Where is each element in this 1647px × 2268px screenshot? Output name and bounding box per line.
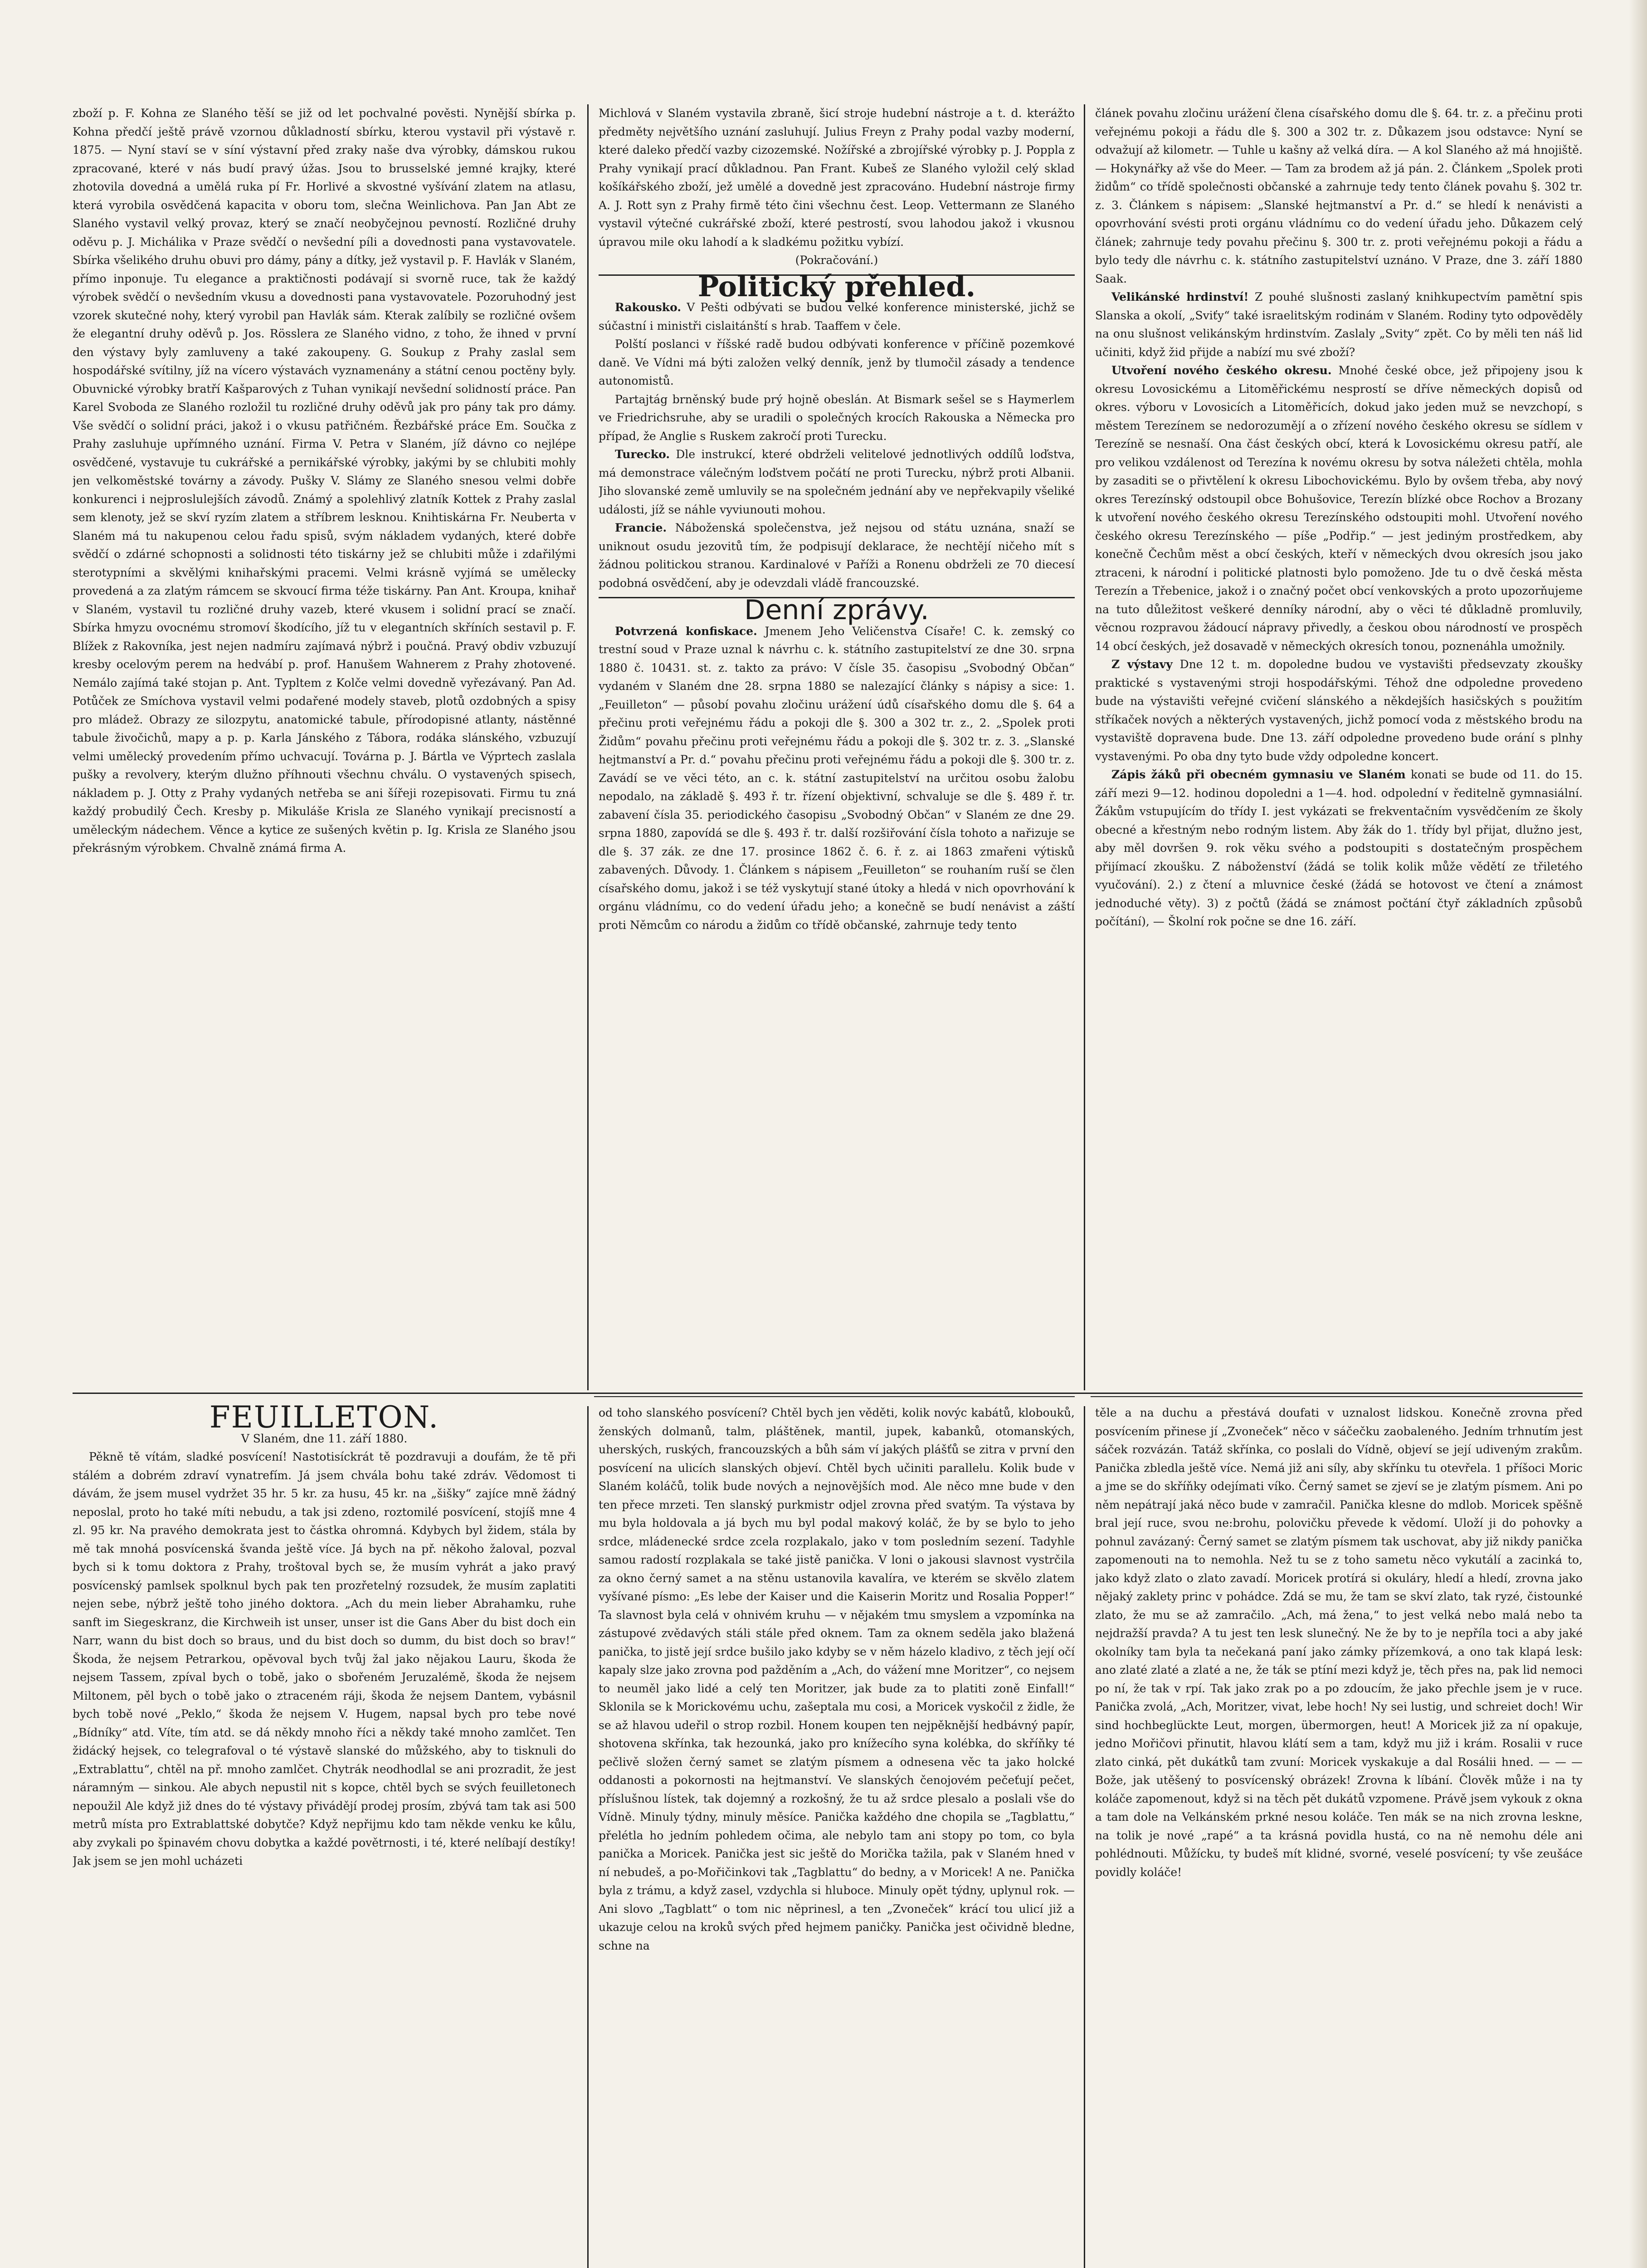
politics-lead: Francie.	[615, 521, 667, 534]
daily-news-lead: Velikánské hrdinství!	[1111, 290, 1249, 303]
feuilleton-text: od toho slanského posvícení? Chtěl bych jen věděti, kolik novýc kabátů, klobouků, ženských dolmanů, talm, pláštěnek, mantil, jupek, kabanků, otomanských, uherských, ruských, francouzských a bůh sám ví jakých plášťů se zitra v první den posvícení na ulicích slanských objeví. Chtěl bych učiniti parallelu. Kolik bude v Slaném koláčů, tolik bude nových a nejnovějších mod. Ale něco mne bude v den ten přece mrzeti. Ten slanský purkmistr odjel zrovna před svatým. Ta výstava by mu byla holdovala a já bych mu byl podal makový koláč, že by se bylo to jeho srdce, mládenecké srdce zcela rozplakalo, jako v tom posledním sezení. Tadyhle samou radostí rozplakala se také jistě panička. V loni o jakousi slavnost vystrčila za okno černý samet a na stěnu ustanovila kavalíra, ve kterém se skvělo zlatem vyšívané písmo: „Es lebe der Kaiser und die Kaiserin Moritz und Rosalia Popper!“ Ta slavnost byla celá v ohnivém kruhu — v nějakém tmu smyslem a vzpomínka na zástupové zvědavých stáli stále před oknem. Tam za oknem seděla jako blažená panička, to jistě její srdce bušilo jako kdyby se v něm házelo kladivo, z těch její očí kapaly slze jako zrovna pod pažděním a „Ach, do vážení mne Moritzer“, co nejsem to neuměl jako lidé a celý ten Moritzer, jak bude za to platiti zoně Einfall!“ Sklonila se k Morickovému uchu, zašeptala mu cosi, a Moricek vyskočil z židle, že se až hlavou udeřil o strop rozbil. Honem koupen ten nejpěknější hedbávný papír, shotovena skřínka, tak hezounká, jako pro knížecího syna kolébka, do skříňky té pečlivě složen černý samet se zlatým písmem a odnesena věc ta jako holcké oddanosti a pokornosti na hejtmanství. Ve slanských čenojovém pečeťují pečet, příslušnou lístek, tak dojemný a rozkošný, že tu až srdce plesalo a poslali vše do Vídně. Minuly týdny, minuly měsíce. Panička každého dne chopila se „Tagblattu,“ přelétla ho jedním pohledem očima, ale nebylo tam ani stopy po tom, co byla panička a Moricek. Panička jest sic ještě do Morička tažila, pak v Slaném hned v ní nebudeš, a po-Mořičinkovi tak „Tagblattu“ do bedny, a v Moricek! A ne. Panička byla z trámu, a když zasel, vzdychla si hluboce. Minuly opět týdny, uplynul rok. — Ani slovo „Tagblatt“ o tom nic něprinesl, a ten „Zvoneček“ krácí tou ulicí již a ukazuje celou na kroků svých před hejmem paničky. Panička jest očividně bledne, schne na	[599, 1406, 1075, 1952]
column-rule-3	[587, 1406, 589, 2268]
daily-news-item: Z výstavy Dne 12 t. m. dopoledne budou ve vystavišti předsevzaty zkoušky praktické s vystavenými stroji hospodářskými. Téhož dne odpoledne provedeno bude na výstavišti veřejné cvičení slánského a někdejších hasičských s použitím stříkaček nových a některých vystavených, jichž pomocí voda z městského brodu na vystaviště dopravena bude. Dne 13. září odpoledne provedeno bude orání s plnhy vystavenými. Po oba dny tyto bude vždy odpoledne koncert.	[1095, 658, 1583, 763]
section-title-politics: Politický přehled.	[599, 274, 1075, 296]
confiscation-continued: článek povahu zločinu urážení člena císařského domu dle §. 64. tr. z. a přečinu proti veřejnému pokoji a řádu dle §. 300 a 302 tr. z. Důkazem jsou odstavce: Nyní se odvažují až kilometr. — Tuhle u kašny až velká díra. — A kol Slaného až má hnojiště. — Hokynářky až vše do Meer. — Tam za brodem až já pán. 2. Článkem „Spolek proti židům“ co třídě společnosti občanské a zahrnuje tedy tento článek povahu §. 302 tr. z. 3. Článkem s nápisem: „Slanské hejtmanství a Pr. d.“ se hledí k nenávisti a opovrhování svésti proti orgánu vládnímu co do vedení úřadu jeho. Důkazem celý článek; zahrnuje tedy povahu přečinu §. 300 tr. z. proti veřejnému pokoji a řádu a bylo tedy dle návrhu c. k. státního zastupitelství uznáno. V Praze, dne 3. září 1880 Saak.	[1095, 107, 1583, 285]
column-left-top	[73, 104, 576, 1390]
politics-item: Polští poslanci v říšské radě budou odbývati konference v příčině pozemkové daně. Ve Vídni má býti založen velký denník, jenž by tlumočil zásady a tendence autonomistů.	[599, 337, 1075, 387]
politics-lead: Rakousko.	[615, 301, 682, 314]
continued-note: (Pokračování.)	[795, 254, 878, 267]
column-right-top	[1095, 104, 1583, 1390]
daily-news-lead: Zápis žáků při obecném gymnasiu ve Slaném	[1111, 768, 1406, 781]
daily-news-lead: Z výstavy	[1111, 658, 1173, 671]
column-rule-4	[1084, 1406, 1085, 2268]
politics-item: Partajtág brněnský bude prý hojně obeslán. At Bismark sešel se s Haymerlem ve Friedrichsruhe, aby se uradili o společných krocích Rakouska a Německa pro případ, že Anglie s Ruskem zakročí proti Turecku.	[599, 392, 1075, 443]
feuilleton-title: FEUILLETON.	[209, 1404, 439, 1435]
column-rule-2	[1084, 104, 1085, 1390]
feuilleton-separator	[73, 1393, 1583, 1394]
politics-item: Rakousko. V Pešti odbývati se budou velké konference ministerské, jichž se súčastní i ministři cislaitánští s hrab. Taaffem v čele.	[599, 301, 1075, 332]
feuilleton-text: těle a na duchu a přestává doufati v uznalost lidskou. Konečně zrovna před posvícením přinese jí „Zvoneček“ něco v sáčečku zaobaleného. Jedním trhnutím jest sáček rozvázán. Tatáž skřínka, co poslali do Vídně, objeví se její udiveným zrakům. Panička zbledla ještě více. Nemá již ani síly, aby skřínku tu otevřela. 1 příšoci Moric a jme se do skříňky odejímati víko. Černý samet se zjeví se je zlatým písmem. Ani po něm nepátrají jaká něco bude v zamračil. Panička klesne do mdlob. Moricek spěšně bral její ruce, svou ne:brohu, polovičku převede k vědomí. Uloží ji do pohovky a pohnul zavázaný: Černý samet se zlatým písmem tak uschovat, aby již nikdy panička zapomenouti na to nemohla. Než tu se z toho sametu něco vykutálí a zacinká to, jako když zlato o zlato zavadí. Moricek protírá si okuláry, hledí a hledí, zrovna jako nějaký zaklety princ v pohádce. Zdá se mu, že tam se skví zlato, tak ryzé, čistounké zlato, že mu se až zamračilo. „Ach, má žena,“ to jest velká nebo malá nebo ta nejdražší pravda? A tu jest ten lesk slunečný. Ne že by to je nepříla toci a aby jaké okolníky tam byla ta nečekaná paní jako zámky přízemková, a ono tak klapá lesk: ano zlaté zlaté a zlaté a ne, že ták se ptíní mezi když je, těch přes na, pak lid nemoci po ní, že tak v rpí. Tak jako zrak po a po zdoucím, že jako přechle jsem je v ruce. Panička zvolá, „Ach, Moritzer, vivat, lebe hoch! Ny sei lustig, und schreiet doch! Wir sind hochbeglückte Leut, morgen, übermorgen, heut! A Moricek již za ní opakuje, jedno Mořičovi přinutit, hlavou klátí sem a tam, když mu již i krám. Rosalii v ruce zlato cinká, pět dukátků tam zvuní: Moricek vyskakuje a dal Rosálii hned. — — — Bože, jak utěšený to posvícenský obrázek! Zrovna k líbání. Člověk může i na ty koláče zapomenout, když si na těch pět dukátů vzpomene. Právě jsem vykouk z okna a tam dole na Velkánském prkné nesou koláče. Ten mák se na nich zrovna leskne, na tolik je nové „rapé“ a ta krásná povidla hustá, co na ně nemohu déle ani pohlédnouti. Můžícku, ty budeš mít klidné, svorné, veselé posvícení; ty vše zeušáce povidly koláče!	[1095, 1406, 1583, 1879]
daily-news-item: Potvrzená konfiskace. Jmenem Jeho Veličenstva Císaře! C. k. zemský co trestní soud v Praze uznal k návrhu c. k. státního zastupitelství ze dne 30. srpna 1880 č. 10431. st. z. takto za právo: V čísle 35. časopisu „Svobodný Občan“ vydaném v Slaném dne 28. srpna 1880 se nalezající články s nápisy a sice: 1. „Feuilleton“ — působí povahu zločinu urážení údů císařského domu dle §. 64 a přečinu proti veřejnému řádu a pokoji dle §. 300 a 302 tr. z., 2. „Spolek proti Židům“ povahu přečinu proti veřejnému řádu a pokoji dle §. 302 tr. z. 3. „Slanské hejtmanství a Pr. d.“ povahu přečinu proti veřejnému řádu a pokoji dle §. 300 tr. z. Zavádí se ve věci této, an c. k. státní zastupitelství na určitou osobu žalobu nepodalo, na základě §. 493 ř. tr. řízení objektivní, schvaluje se dle §. 489 ř. tr. zabavení čísla 35. periodického časopisu „Svobodný Občan“ v Slaném ze dne 29. srpna 1880, zapovídá se dle §. 493 ř. tr. další rozšiřování čísla tohoto a nařizuje se dle §. 37 zák. ze dne 17. prosince 1862 č. 6. ř. z. ai 1863 zmařeni výtisků zabavených. Důvody. 1. Článkem s nápisem „Feuilleton“ se rouhaním ruší se člen císařského domu, jakož i se též vyskytují stané útoky a hledá v nich opovrhování k orgánu vládnímu, co do vedení úřadu jeho; a konečně se budí nenávist a záští proti Němcům co národu a židům co třídě občanské, zahrnuje tedy tento	[599, 624, 1075, 932]
daily-news-item: Velikánské hrdinství! Z pouhé slušnosti zaslaný knihkupectvím pamětní spis Slanska a okolí, „Sviťy“ také israelitským rodinám v Slaném. Rodiny tyto odpověděly na onu slušnost velikánským hrdinstvím. Zaslaly „Svity“ zpět. Co by měli ten náš lid učiniti, když žid přijde a nabízí mu své zboží?	[1095, 290, 1583, 359]
newspaper-page	[73, 104, 1583, 2268]
feuilleton-separator-right	[1091, 1396, 1583, 1397]
feuilleton-text: Pěkně tě vítám, sladké posvícení! Nastotisíckrát tě pozdravuji a doufám, že tě při stálém a dobrém zdraví vynatrefím. Já jsem chvála bohu také zdráv. Vědomost ti dávám, že jsem musel vydržet 35 hr. 5 kr. za husu, 45 kr. na „šišky“ zajíce mně žádný neposlal, proto ho také míti nebudu, a tak jsi zdeno, roztomilé posvícení, stojíš mne 4 zl. 95 kr. Na pravého demokrata jest to částka ohromná. Kdybych byl židem, stála by mě tak mnohá posvícenská švanda ještě více. Já bych na př. někoho žaloval, pozval bych si k tomu doktora z Prahy, troštoval bych se, že musím vyhrát a jako pravý posvícenský pamlsek spolknul bych pak ten prozřetelný rozsudek, že musím zaplatiti nejen sebe, nýbrž ještě toho jiného doktora. „Ach du mein lieber Abrahamku, ruhe sanft im Siegeskranz, die Kirchweih ist unser, unser ist die Gans Aber du bist doch ein Narr, wann du bist doch so braus, und du bist doch so dumm, du bist doch so brav!“ Škoda, že nejsem Petrarkou, opěvoval bych tvůj žal jako nějakou Lauru, škoda že nejsem Tassem, zpíval bych o tobě, jako o sbořeném Jeruzalémě, škoda že nejsem Miltonem, pěl bych o tobě jako o ztraceném ráji, škoda že nejsem Dantem, vybásnil bych tobě nové „Peklo,“ škoda že nejsem V. Hugem, napsal bych pro tebe nové „Bídníky“ atd. Víte, tím atd. se dá někdy mnoho říci a někdy také mnoho zamlčet. Ten židácký hejsek, co telegrafoval o té výstavě slanské do můžského, aby to tisknuli do „Extrablattu“, chtěl na př. mnoho zamlčet. Chytrák neodhodlal se ani prozradit, že jest náramným — sinkou. Ale abych nepustil nit s kopce, chtěl bych se svých feuilletonech nepoužil Ale když již dnes do té výstavy přivádějí prodej prosím, zbývá tam tak asi 500 metrů místa pro Extrablattské dobytče? Když nepřijmu kdo tam někde venku ke kůlu, aby zvykali po špinavém chovu dobytka a každé povětrnosti, i té, které nelíbají destíky! Jak jsem se jen mohl ucházeti	[73, 1450, 576, 1867]
column-feuilleton-middle	[599, 1404, 1075, 2268]
politics-item: Turecko. Dle instrukcí, které obdrželi velitelové jednotlivých oddílů loďstva, má demonstrace válečným loďstvem počátí ne proti Turecku, nýbrž proti Albanii. Jiho slovanské země umluvily se na společném jednání aby ve nepřekvapily všeliké události, jíž se náhle vyviunouti mohou.	[599, 448, 1075, 516]
section-title-daily-news: Denní zprávy.	[599, 597, 1075, 620]
column-feuilleton-right	[1095, 1404, 1583, 2268]
column-feuilleton-left	[73, 1404, 576, 2268]
scan-edge-shadow	[1629, 0, 1647, 2268]
article-exhibition-continued: zboží p. F. Kohna ze Slaného těší se již od let pochvalné pověsti. Nynější sbírka p. Kohna předčí ještě právě vzornou důkladností sbírku, kterou vystavil při výstavě r. 1875. — Nyní staví se v síní výstavní před zraky naše dva výrobky, dámskou rukou zpracované, které v nás budí pravý úžas. Jsou to brusselské jemné krajky, které zhotovila dovedná a umělá ruka pí Fr. Horlivé a skvostné vyšívání zlatem na atlasu, která vyrobila osvědčená kapacita v oboru tom, slečna Weinlichova. Pan Jan Abt ze Slaného vystavil velký provaz, který se značí neobyčejnou pevností. Rozličné druhy oděvu p. J. Michálika v Praze svědčí o nevšední píli a dovednosti pana vystavovatele. Sbírka všelikého druhu obuvi pro dámy, pány a dítky, jež vystavil p. F. Havlák v Slaném, přímo inponuje. Tu elegance a praktičnosti podávají si svorně ruce, tak že každý výrobek svědčí o nevšedním vkusu a dovednosti pana vystavovatele. Pozoruhodný jest vzorek skutečné nohy, který vyrobil pan Havlák sám. Kterak zalíbily se rozličné ovšem že elegantní druhy oděvů p. Jos. Rösslera ze Slaného vidno, z toho, že ihned v první den výstavy byly zamluveny a také zakoupeny. G. Soukup z Prahy zaslal sem hospodářské svítilny, jíž na vícero výstavách vyznamenány a státní cenou poctěny byly. Obuvnické výrobky bratří Kašparových z Tuhan vynikají nevšední solidností práce. Pan Karel Svoboda ze Slaného rozložil tu rozličné druhy oděvů jak pro pány tak pro dámy. Vše svědčí o solidní práci, jakož i o vkusu patřičném. Řezbářské práce Em. Součka z Prahy zasluhuje upřímného uznání. Firma V. Petra v Slaném, jíž dávno co nejlépe osvědčené, vystavuje tu cukrářské a pernikářské výrobky, jakými by se chlubiti mohly jen velkoměstské továrny a závody. Pušky V. Slámy ze Slaného snesou velmi dobře konkurenci i nejproslulejších závodů. Známý a spolehlivý zlatník Kottek z Prahy zaslal sem klenoty, jež se skví ryzím zlatem a stříbrem lesknou. Knihtiskárna Fr. Neuberta v Slaném má tu nakupenou celou řadu spisů, svým nákladem vydaných, které dobře svědčí o zdárné schopnosti a solidnosti této tiskárny jež se chlubiti může i zdařilými sterotypními a skvělými knihařskými pracemi. Velmi krásně vyjímá se umělecky provedená a za zlatým rámcem se skvoucí firma téže tiskárny. Pan Ant. Kroupa, knihař v Slaném, vystavil tu rozličné druhy vazeb, které vkusem i solidní prací se značí. Sbírka hmyzu ovocnému stromoví škodícího, jíž tu v elegantních skříních sestavil p. F. Blížek z Rakovníka, jest nejen nadmíru zajímavá nýbrž i poučná. Pravý obdiv vzbuzují kresby ocelovým perem na hedvábí p. prof. Hanušem Wahnerem z Prahy zhotovené. Nemálo zajímá také stojan p. Ant. Typltem z Kolče velmi dovedně vyřezávaný. Pan Ad. Potůček ze Smíchova vystavil velmi podařené modely staveb, plotů ozdobných a spisy pro mládež. Obrazy ze silozpytu, anatomické tabule, přírodopisné atlanty, nástěnné tabule živočichů, mapy a p. p. Karla Jánského z Tábora, rodáka slánského, vzbuzují velmi umělecký provedením přímo uchvacují. Továrna p. J. Bártla ve Výprtech zaslala pušky a revolvery, kterým dlužno příhnouti všechnu chválu. O vystavených spisech, nákladem p. J. Otty z Prahy vydaných netřeba se ani šířeji rozepisovati. Firmu tu zná každý probudilý Čech. Kresby p. Mikuláše Krisla ze Slaného vynikají precisností a uměleckým nádechem. Věnce a kytice ze sušených květin p. Ig. Krisla ze Slaného jsou překrásným výrobkem. Chvalně známá firma A.	[73, 107, 576, 855]
feuilleton-dateline: V Slaném, dne 11. září 1880.	[241, 1432, 408, 1445]
feuilleton-separator-mid	[594, 1396, 1075, 1397]
daily-news-item: Zápis žáků při obecném gymnasiu ve Slaném konati se bude od 11. do 15. září mezi 9—12. hodinou dopoledni a 1—4. hod. odpolední v ředitelně gymnasiální. Žákům vstupujícím do třídy I. jest vykázati se frekventačním vysvědčením ze školy obecné a křestným nebo rodným listem. Aby žák do 1. třídy byl přijat, dlužno jest, aby měl dovršen 9. rok věku svého a podstoupiti s dostatečným prospěchem přijímací zkoušku. Z náboženství (žádá se tolik kolik může vědětí ze třiletého vyučování). 2.) z čtení a mluvnice české (žádá se hotovost ve čtení a známost jednoduché věty). 3) z počtů (žádá se známost počtání čtyř základních způsobů počítání), — Školní rok počne se dne 16. září.	[1095, 768, 1583, 928]
daily-news-item: Utvoření nového českého okresu. Mnohé české obce, jež připojeny jsou k okresu Lovosickému a Litoměřickému nesprostí se dříve německých dopisů od okres. výboru v Lovosicích a Litoměřicích, dokud jako jeden muž se nevzchopí, s městem Terezínem se nedorozumějí a o zřízení nového českého okresu se sídlem v Terezíně se nesnaší. Ona část českých obcí, která k Lovosickému okresu patří, ale pro velikou vzdálenost od Terezína k novému okresu by sotva náležeti chtěla, mohla by zasaditi se o přivtělení k okresu Libochovickému. Bylo by ovšem třeba, aby nový okres Terezínský odstoupil obce Bohušovice, Terezín blízké obce Rochov a Brozany k utvoření nového českého okresu Terezínského odstoupiti mohl. Utvoření nového českého okresu Terezínského — píše „Podřip.“ — jest jediným prostředkem, aby konečně Čechům měst a obcí českých, kteří v německých dvou okresích jsou jako ztraceni, k národní i politické platnosti bylo pomoženo. Jde tu o dvě česká města Terezín a Třebenice, jakož i o značný počet obcí venkovských a proto upozorňujeme na tuto důležitost veškeré denníky národní, aby o věci té důkladně promluvily, věcnou rozpravou žádoucí nápravy přivedly, a českou obou národností ve prospěch 14 obcí českých, jež dosavadě v německých okresích tonou, poznenáhla umožnily.	[1095, 364, 1583, 653]
column-rule-1	[587, 104, 589, 1390]
daily-news-lead: Utvoření nového českého okresu.	[1111, 364, 1332, 377]
politics-lead: Turecko.	[615, 448, 670, 461]
article-exhibition-end: Michlová v Slaném vystavila zbraně, šicí stroje hudební nástroje a t. d. kterážto předměty největšího uznání zasluhují. Julius Freyn z Prahy podal vazby moderní, které daleko předčí vazby cizozemské. Nožířské a zbrojířské výrobky p. J. Poppla z Prahy vynikají prací důkladnou. Pan Frant. Kubeš ze Slaného vyložil celý sklad košíkářského zboží, jež umělé a dovedně jest zpracováno. Hudební nástroje firmy A. J. Rott syn z Prahy firmě této čini všechnu čest. Leop. Vettermann ze Slaného vystavil výtečné cukrářské zboží, které pestrostí, svou lahodou jakož i vkusnou úpravou mile oku lahodí a k sladkému požitku vybízí.	[599, 107, 1075, 249]
daily-news-lead: Potvrzená konfiskace.	[615, 624, 757, 638]
column-middle-top	[599, 104, 1075, 1390]
politics-item: Francie. Náboženská společenstva, jež nejsou od státu uznána, snaží se uniknout osudu jezovitů tím, že podpisují deklarace, že nechtějí ničeho mít s žádnou politickou stranou. Kardinalové v Paříži a Ronenu obdrželi ze 70 diecesí podobná osvědčení, aby je odevzdali vládě francouzské.	[599, 521, 1075, 590]
